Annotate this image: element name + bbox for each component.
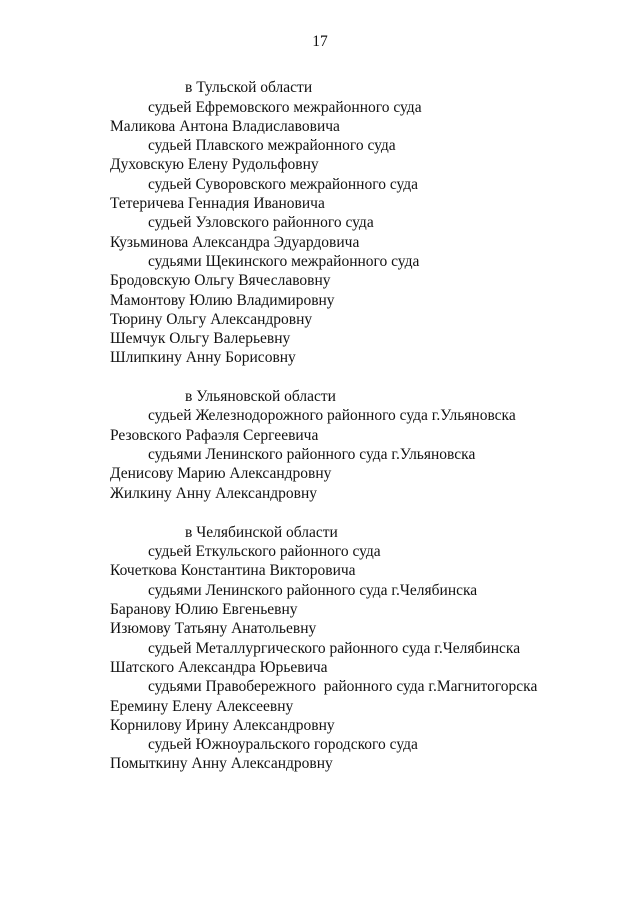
judge-name: Шемчук Ольгу Валерьевну [110,330,291,347]
judge-name: Духовскую Елену Рудольфовну [110,156,319,173]
judge-name: Шатского Александра Юрьевича [110,659,328,676]
judge-name: Тетеричева Геннадия Ивановича [110,195,325,212]
judge-name: Еремину Елену Алексеевну [110,698,294,715]
court-line: судьей Плавского межрайонного суда [148,137,396,154]
judge-name: Маликова Антона Владиславовича [110,118,340,135]
court-line: судьей Ефремовского межрайонного суда [148,99,422,116]
judge-name: Мамонтову Юлию Владимировну [110,292,335,309]
judge-name: Бродовскую Ольгу Вячеславовну [110,272,331,289]
region-heading: в Челябинской области [185,524,338,541]
judge-name: Изюмову Татьяну Анатольевну [110,620,317,637]
court-line: судьями Правобережного районного суда г.Магнитогорска [148,678,538,695]
judge-name: Корнилову Ирину Александровну [110,717,335,734]
court-line: судьями Щекинского межрайонного суда [148,253,420,270]
judge-name: Помыткину Анну Александровну [110,755,333,772]
region-heading: в Ульяновской области [185,388,336,405]
court-line: судьей Металлургического районного суда г.Челябинска [148,640,521,657]
court-line: судьей Узловского районного суда [148,214,374,231]
judge-name: Денисову Марию Александровну [110,465,332,482]
region-heading: в Тульской области [185,79,313,96]
court-line: судьями Ленинского районного суда г.Ульяновска [148,446,476,463]
court-line: судьей Южноуральского городского суда [148,736,418,753]
judge-name: Шлипкину Анну Борисовну [110,349,296,366]
court-line: судьей Еткульского районного суда [148,543,381,560]
judge-name: Баранову Юлию Евгеньевну [110,601,298,618]
judge-name: Кузьминова Александра Эдуардовича [110,234,360,251]
judge-name: Кочеткова Константина Викторовича [110,562,356,579]
page-number: 17 [312,33,328,50]
judge-name: Тюрину Ольгу Александровну [110,311,313,328]
court-line: судьей Суворовского межрайонного суда [148,176,419,193]
court-line: судьями Ленинского районного суда г.Челябинска [148,582,478,599]
judge-name: Резовского Рафаэля Сергеевича [110,427,319,444]
judge-name: Жилкину Анну Александровну [110,485,318,502]
court-line: судьей Железнодорожного районного суда г.Ульяновска [148,407,516,424]
